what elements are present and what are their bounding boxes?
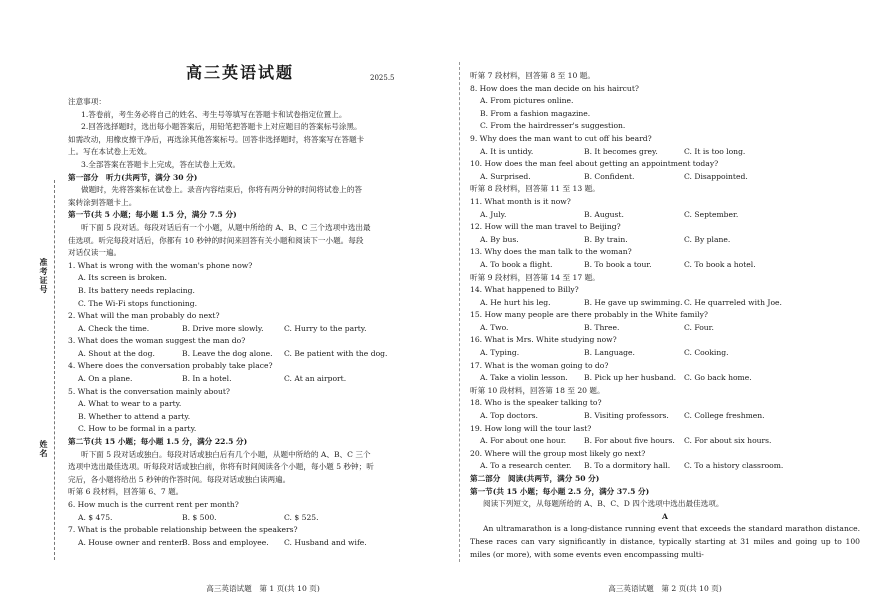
page-1 (68, 0, 458, 607)
option: A. Shout at the dog. (78, 348, 155, 358)
question-10: 10. How does the man feel about getting an appointment today? (470, 159, 719, 169)
instruction-line: 对话仅读一遍。 (68, 248, 122, 258)
options-row (68, 537, 458, 550)
options-row (470, 146, 860, 159)
page-footer: 高三英语试题 第 2 页(共 10 页) (608, 584, 722, 593)
question-7: 7. What is the probable relationship between the speakers? (68, 525, 298, 535)
option: B. August. (584, 209, 624, 219)
question-2: 2. What will the man probably do next? (68, 311, 220, 321)
reading-section-heading: 第一节(共 15 小题；每小题 2.5 分，满分 37.5 分) (470, 486, 650, 496)
question-5: 5. What is the conversation mainly about? (68, 386, 231, 396)
option: C. The Wi-Fi stops functioning. (78, 298, 198, 308)
options-row (470, 435, 860, 448)
section2-heading: 第二节(共 15 小题；每小题 1.5 分，满分 22.5 分) (68, 437, 248, 447)
question-11: 11. What month is it now? (470, 196, 571, 206)
option: C. It is too long. (684, 146, 746, 156)
option: C. From the hairdresser's suggestion. (480, 121, 626, 131)
question-8: 8. How does the man decide on his haircut? (470, 83, 639, 93)
material-label: 听第 9 段材料，回答第 14 至 17 题。 (470, 272, 600, 282)
option: A. He hurt his leg. (480, 297, 551, 307)
option: B. Boss and employee. (182, 537, 269, 547)
option: B. Confident. (584, 171, 635, 181)
options-row (68, 323, 458, 336)
options-row (470, 297, 860, 310)
cut-line (54, 180, 55, 560)
option: A. Typing. (480, 348, 520, 358)
option: C. College freshmen. (684, 411, 765, 421)
options-row (470, 259, 860, 272)
question-20: 20. Where will the group most likely go next? (470, 448, 646, 458)
page-2 (470, 0, 860, 607)
option: C. September. (684, 209, 739, 219)
option: B. Its battery needs replacing. (78, 285, 195, 295)
option: C. To a history classroom. (684, 461, 784, 471)
section1-heading: 第一节(共 5 小题；每小题 1.5 分，满分 7.5 分) (68, 210, 237, 220)
option: B. For about five hours. (584, 436, 675, 446)
option: C. At an airport. (284, 374, 347, 384)
options-row (470, 410, 860, 423)
option: B. Leave the dog alone. (182, 348, 273, 358)
option: B. Drive more slowly. (182, 323, 264, 333)
option: C. He quarreled with Joe. (684, 297, 782, 307)
instruction-line: 佳选项。听完每段对话后，你都有 10 秒钟的时间来回答有关小题和阅读下一小题。每段 (68, 235, 364, 245)
option: B. By train. (584, 234, 628, 244)
question-9: 9. Why does the man want to cut off his beard? (470, 133, 652, 143)
option: A. July. (480, 209, 507, 219)
instruction-line: 阅读下列短文，从每题所给的 A、B、C、D 四个选项中选出最佳选项。 (483, 499, 724, 509)
header (68, 62, 458, 96)
part1-heading: 第一部分 听力(共两节，满分 30 分) (68, 172, 198, 182)
option: A. From pictures online. (480, 96, 574, 106)
page-footer: 高三英语试题 第 1 页(共 10 页) (206, 584, 320, 593)
option: B. To book a tour. (584, 259, 652, 269)
options-row (470, 171, 860, 184)
option: B. Language. (584, 348, 635, 358)
option: B. In a hotel. (182, 374, 232, 384)
material-label: 听第 8 段材料，回答第 11 至 13 题。 (470, 184, 600, 194)
option: A. Two. (480, 322, 509, 332)
options-row (68, 348, 458, 361)
option: B. Pick up her husband. (584, 373, 677, 383)
instruction-line: 做题时，先将答案标在试卷上。录音内容结束后，你将有两分钟的时间将试卷上的答 (81, 185, 362, 195)
option: A. House owner and renter. (78, 537, 185, 547)
options-row (470, 209, 860, 222)
option: C. By plane. (684, 234, 731, 244)
option: C. Four. (684, 322, 714, 332)
note-line: 1.答卷前，考生务必将自己的姓名、考生号等填写在答题卡和试卷指定位置上。 (81, 109, 347, 119)
option: C. Be patient with the dog. (284, 348, 388, 358)
question-12: 12. How will the man travel to Beijing? (470, 222, 621, 232)
option: A. $ 475. (78, 512, 113, 522)
option: B. It becomes grey. (584, 146, 658, 156)
option: A. To book a flight. (480, 259, 553, 269)
instruction-line: 选项中选出最佳选项。听每段对话或独白前，你将有时间阅读各个小题，每小题 5 秒钟；听 (68, 462, 374, 472)
option: B. Visiting professors. (584, 411, 669, 421)
options-row (470, 372, 860, 385)
material-label: 听第 10 段材料，回答第 18 至 20 题。 (470, 385, 605, 395)
options-row (68, 512, 458, 525)
option: B. To a dormitory hall. (584, 461, 671, 471)
instruction-line: 案转涂到答题卡上。 (68, 197, 137, 207)
option: C. How to be formal in a party. (78, 424, 197, 434)
note-line: 3.全部答案在答题卡上完成，答在试卷上无效。 (81, 159, 241, 169)
option: A. On a plane. (78, 374, 133, 384)
option: A. Surprised. (480, 171, 531, 181)
option: B. Whether to attend a party. (78, 411, 191, 421)
option: C. Disappointed. (684, 171, 748, 181)
passage-label: A (662, 511, 668, 521)
options-row (470, 460, 860, 473)
page-title: 高三英语试题 (186, 63, 295, 82)
question-15: 15. How many people are there probably in the White family? (470, 310, 708, 320)
option: A. Check the time. (78, 323, 150, 333)
question-13: 13. Why does the man talk to the woman? (470, 247, 632, 257)
option: A. Its screen is broken. (78, 273, 167, 283)
option: B. $ 500. (182, 512, 217, 522)
option: C. To book a hotel. (684, 259, 756, 269)
option: A. To a research center. (480, 461, 572, 471)
option: A. For about one hour. (480, 436, 567, 446)
passage-text: An ultramarathon is a long-distance running event that exceeds the standard marathon distance. These races can vary significantly in distance, typically starting at 31 miles and going up to 100 miles (or more), with some events even encompassing multi- (470, 524, 860, 559)
option: A. It is untidy. (480, 146, 534, 156)
options-row (470, 322, 860, 335)
question-16: 16. What is Mrs. White studying now? (470, 335, 617, 345)
option: C. $ 525. (284, 512, 319, 522)
instruction-line: 听下面 5 段对话。每段对话后有一个小题，从题中所给的 A、B、C 三个选项中选出最 (81, 222, 371, 232)
note-line: 如需改动，用橡皮擦干净后，再选涂其他答案标号。回答非选择题时，将答案写在答题卡 (68, 134, 365, 144)
question-6: 6. How much is the current rent per month? (68, 500, 239, 509)
question-17: 17. What is the woman going to do? (470, 360, 609, 370)
note-line: 上。写在本试卷上无效。 (68, 147, 152, 157)
option: B. From a fashion magazine. (480, 108, 591, 118)
question-14: 14. What happened to Billy? (470, 285, 579, 295)
question-4: 4. Where does the conversation probably take place? (68, 361, 273, 371)
note-line: 2.回答选择题时，选出每小题答案后，用铅笔把答题卡上对应题目的答案标号涂黑。 (81, 122, 362, 132)
instruction-line: 听下面 5 段对话或独白。每段对话或独白后有几个小题，从题中所给的 A、B、C 三个 (81, 449, 371, 459)
question-1: 1. What is wrong with the woman's phone now? (68, 260, 253, 270)
part2-heading: 第二部分 阅读(共两节，满分 50 分) (470, 474, 600, 483)
name-label: 姓名 (39, 440, 48, 458)
option: A. By bus. (480, 234, 519, 244)
option: B. Three. (584, 322, 620, 332)
options-row (470, 234, 860, 247)
option: C. Go back home. (684, 373, 752, 383)
option: C. Husband and wife. (284, 537, 367, 547)
question-19: 19. How long will the tour last? (470, 423, 592, 433)
material-label: 听第 6 段材料，回答第 6、7 题。 (68, 487, 184, 497)
option: C. For about six hours. (684, 436, 772, 446)
question-3: 3. What does the woman suggest the man do? (68, 336, 246, 346)
exam-id-label: 准考证号 (39, 258, 48, 294)
page-divider (459, 62, 460, 562)
material-label: 听第 7 段材料，回答第 8 至 10 题。 (470, 71, 595, 80)
notes-heading: 注意事项： (68, 97, 106, 106)
option: B. He gave up swimming. (584, 297, 683, 307)
option: C. Hurry to the party. (284, 323, 367, 333)
question-18: 18. Who is the speaker talking to? (470, 398, 602, 408)
binding-margin (0, 0, 60, 607)
option: C. Cooking. (684, 348, 729, 358)
exam-date: 2025.5 (370, 74, 395, 82)
options-row (68, 373, 458, 386)
option: A. Top doctors. (480, 411, 538, 421)
option: A. What to wear to a party. (78, 399, 182, 409)
option: A. Take a violin lesson. (480, 373, 568, 383)
options-row (470, 347, 860, 360)
instruction-line: 完后，各小题将给出 5 秒钟的作答时间。每段对话或独白读两遍。 (68, 474, 291, 484)
